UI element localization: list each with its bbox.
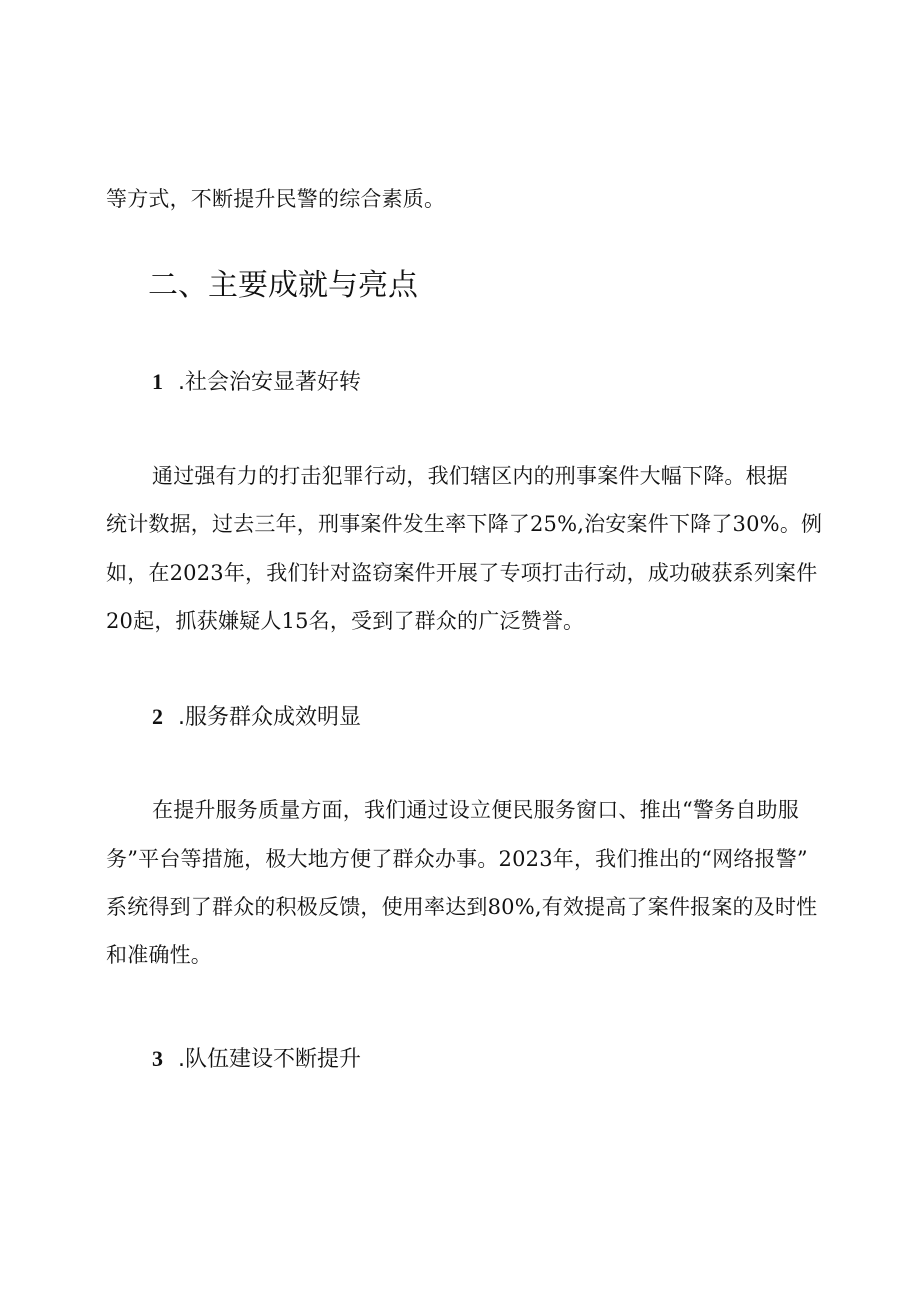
paragraph-line: 统计数据，过去三年，刑事案件发生率下降了25%,治安案件下降了30%。例 xyxy=(106,512,823,536)
subsection-title: .队伍建设不断提升 xyxy=(178,1047,361,1072)
paragraph-line: 如，在2023年，我们针对盗窃案件开展了专项打击行动，成功破获系列案件 xyxy=(106,561,818,585)
subsection-heading-3 xyxy=(152,1043,361,1076)
subsection-number: 2 xyxy=(152,704,163,729)
subsection-number: 3 xyxy=(152,1046,163,1071)
section-heading: 二、主要成就与亮点 xyxy=(148,268,418,303)
intro-text-line: 等方式，不断提升民警的综合素质。 xyxy=(106,187,446,211)
paragraph-line: 和准确性。 xyxy=(106,943,212,967)
paragraph-line: 在提升服务质量方面，我们通过设立便民服务窗口、推出“警务自助服 xyxy=(152,798,799,822)
subsection-heading-2 xyxy=(152,701,361,734)
subsection-number: 1 xyxy=(152,369,163,394)
subsection-heading-1 xyxy=(152,366,361,399)
paragraph-line: 系统得到了群众的积极反馈，使用率达到80%,有效提高了案件报案的及时性 xyxy=(106,895,818,919)
subsection-title: .社会治安显著好转 xyxy=(178,370,361,395)
paragraph-line: 通过强有力的打击犯罪行动，我们辖区内的刑事案件大幅下降。根据 xyxy=(152,464,788,488)
paragraph-line: 务”平台等措施，极大地方便了群众办事。2023年，我们推出的“网络报警” xyxy=(106,847,808,871)
subsection-title: .服务群众成效明显 xyxy=(178,705,361,730)
paragraph-line: 20起，抓获嫌疑人15名，受到了群众的广泛赞誉。 xyxy=(106,609,585,633)
